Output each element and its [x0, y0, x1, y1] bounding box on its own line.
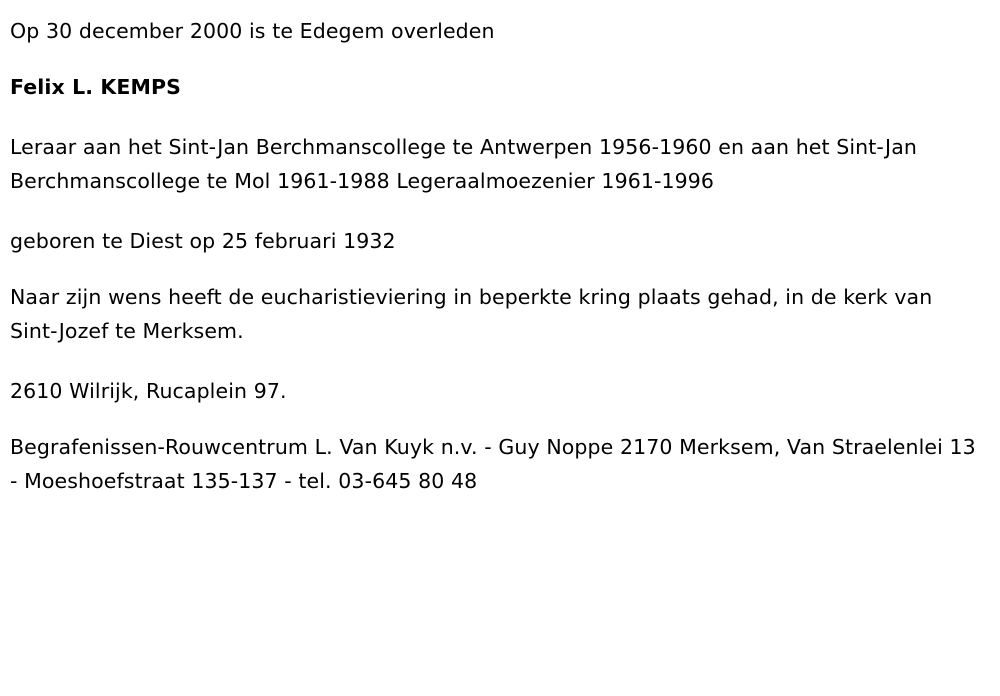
funeral-home-details: Begrafenissen-Rouwcentrum L. Van Kuyk n.v. - Guy Noppe 2170 Merksem, Van Straelenlei 13 - Moeshoefstraat 135-137 - tel. 03-645 80 48 — [10, 435, 983, 493]
death-announcement-text: Op 30 december 2000 is te Edegem overleden — [10, 19, 495, 43]
birth-details: geboren te Diest op 25 februari 1932 — [10, 229, 396, 253]
career-description: Leraar aan het Sint-Jan Berchmanscollege te Antwerpen 1956-1960 en aan het Sint-Jan Berchmanscollege te Mol 1961-1988 Legeraalmoezenier 1961-1996 — [10, 135, 924, 193]
deceased-name: Felix L. KEMPS — [10, 75, 181, 99]
family-address: 2610 Wilrijk, Rucaplein 97. — [10, 379, 287, 403]
service-details: Naar zijn wens heeft de eucharistieviering in beperkte kring plaats gehad, in de kerk van Sint-Jozef te Merksem. — [10, 285, 939, 343]
